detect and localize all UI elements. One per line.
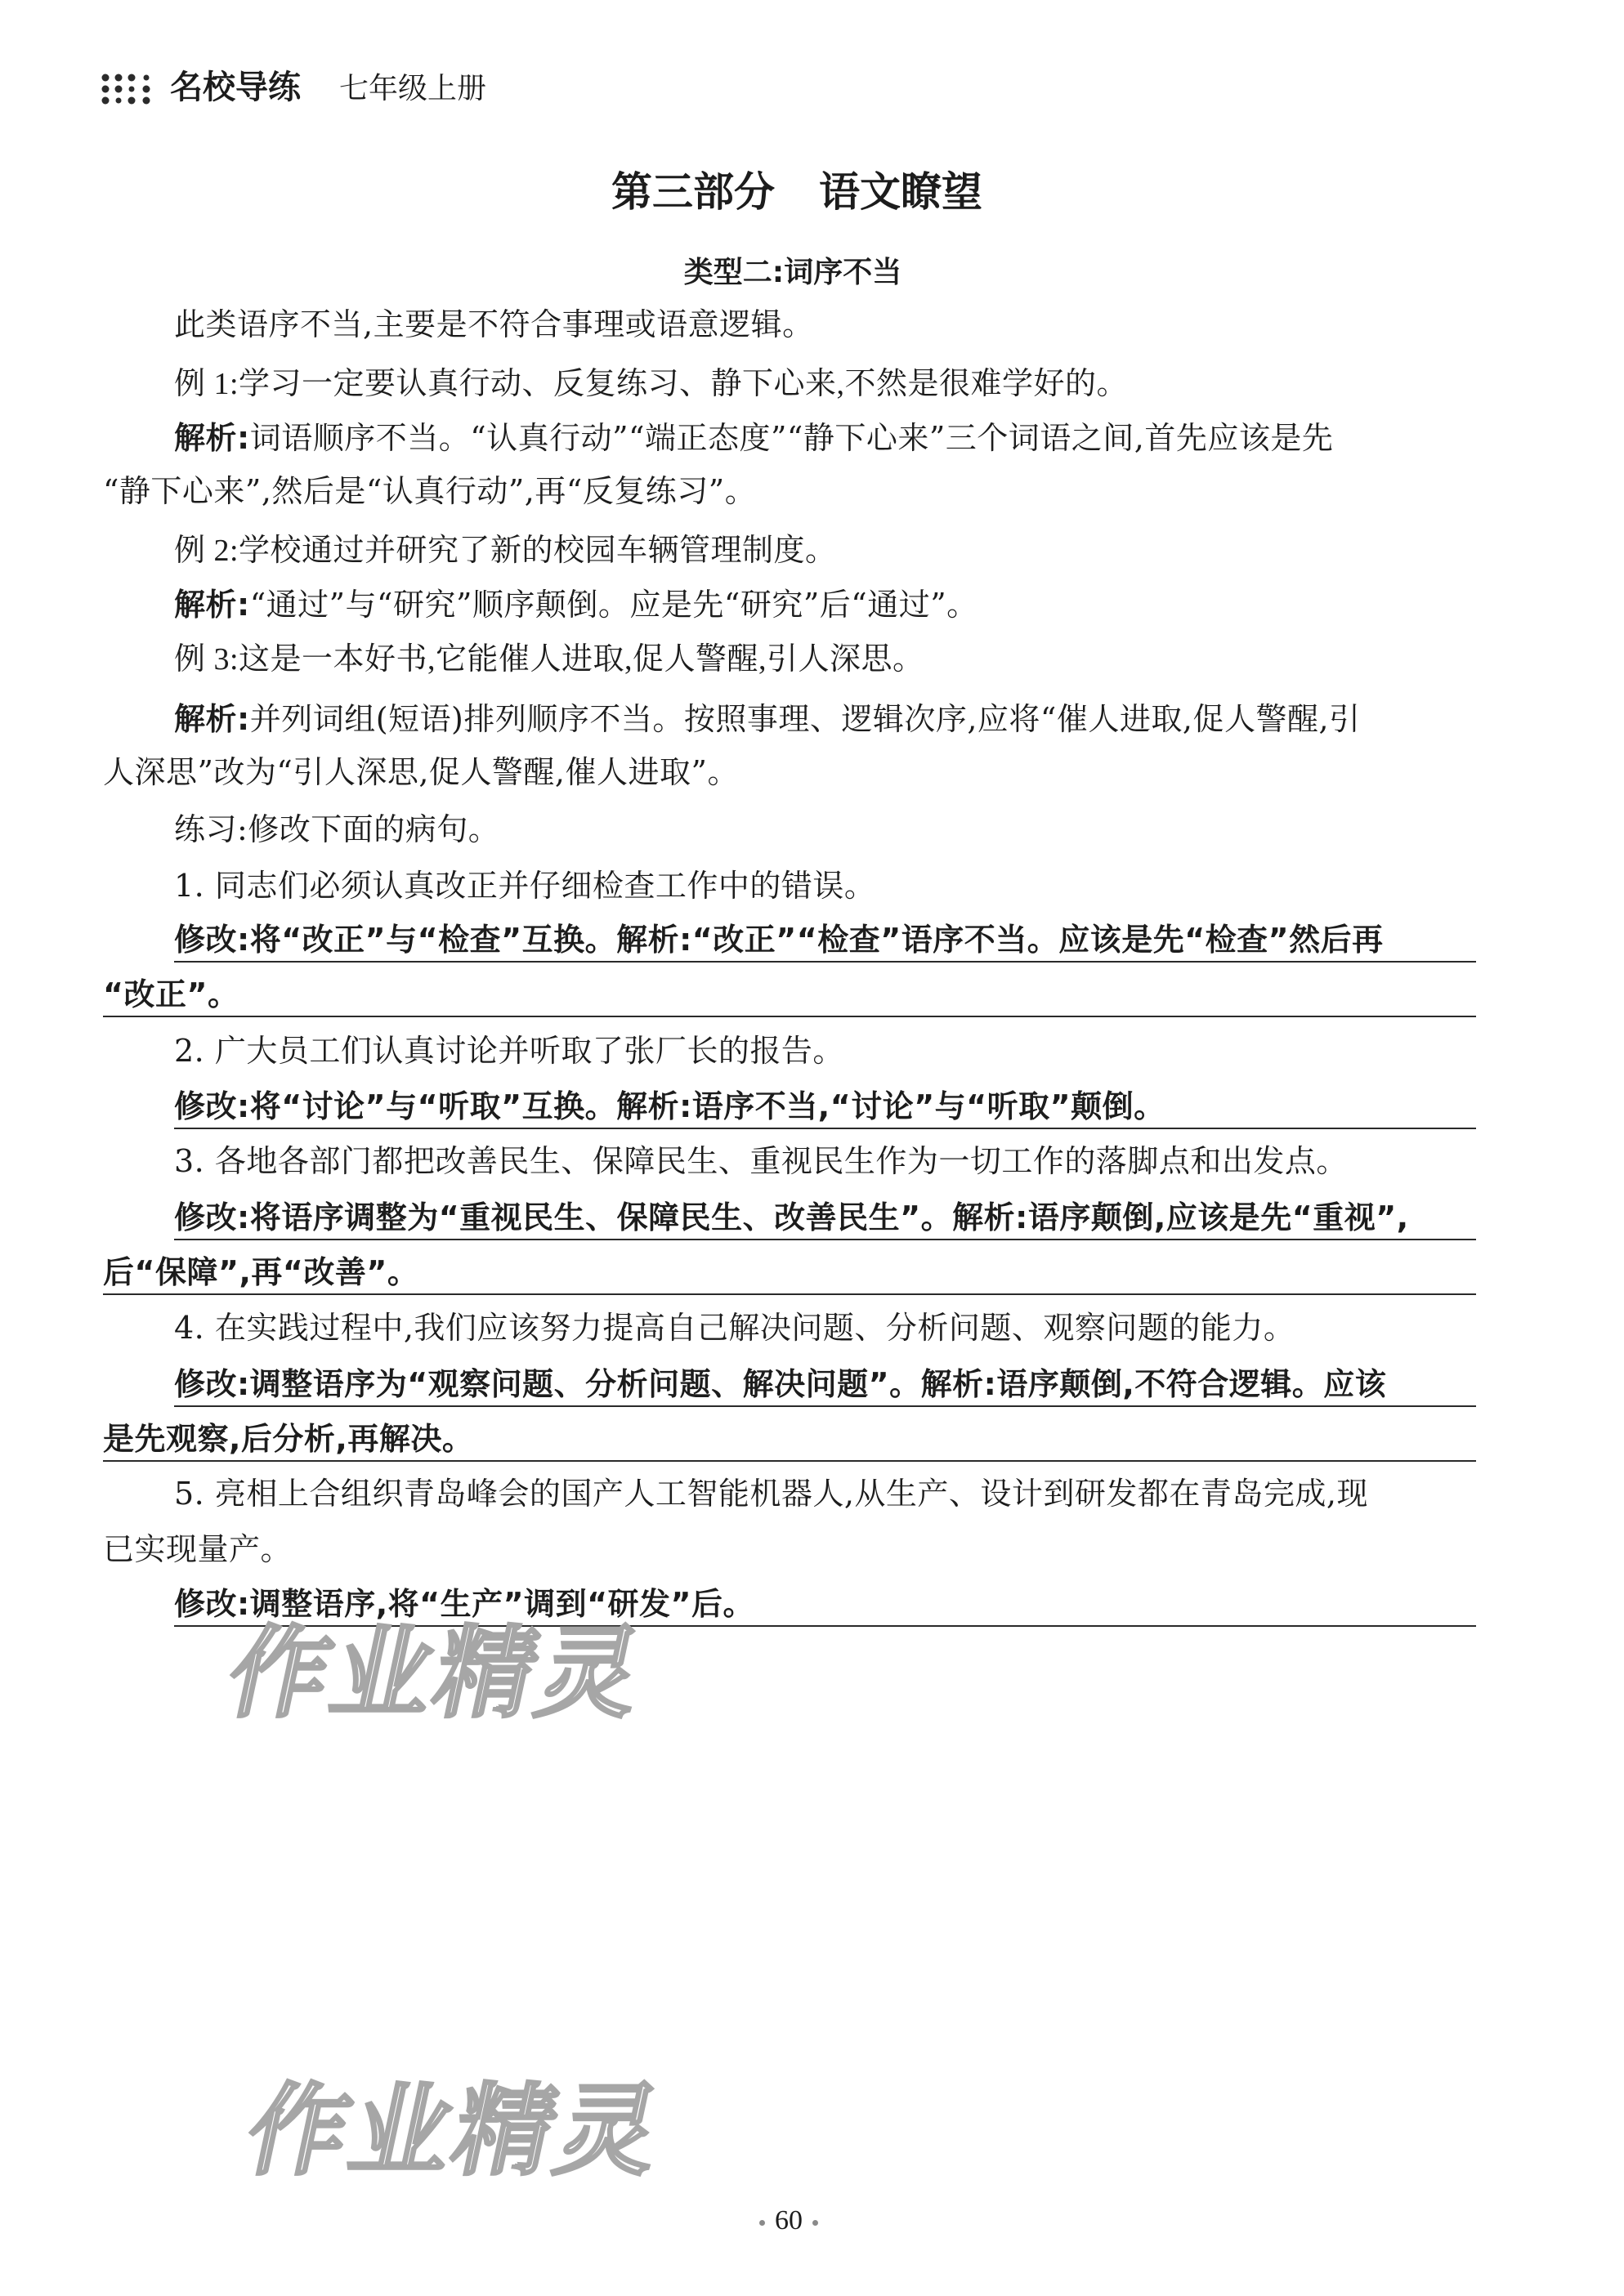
page-number-footer xyxy=(0,2200,1577,2242)
example-1: 例 1:学习一定要认真行动、反复练习、静下心来,不然是很难学好的。 xyxy=(174,367,1129,401)
exercise-2-question: 2. 广大员工们认真讨论并听取了张厂长的报告。 xyxy=(174,1033,844,1069)
analysis-label: 解析: xyxy=(174,420,250,456)
exercise-3-answer-line-1: 修改:将语序调整为“重视民生、保障民生、改善民生”。解析:语序颠倒,应该是先“重视”, xyxy=(174,1195,1476,1240)
book-brand: 名校导练 xyxy=(170,69,301,106)
analysis-text: 词语顺序不当。“认真行动”“端正态度”“静下心来”三个词语之间,首先应该是先 xyxy=(249,420,1334,456)
exercise-3-question: 3. 各地各部门都把改善民生、保障民生、重视民生作为一切工作的落脚点和出发点。 xyxy=(174,1143,1348,1179)
page-dot-right xyxy=(812,2220,818,2226)
exercise-5-question-line-1: 5. 亮相上合组织青岛峰会的国产人工智能机器人,从生产、设计到研发都在青岛完成,现 xyxy=(174,1476,1368,1512)
section-title xyxy=(0,163,1594,221)
section-title-name: 语文瞭望 xyxy=(819,168,982,216)
analysis-1-line-1 xyxy=(174,415,1333,461)
page-dot-left xyxy=(759,2220,765,2226)
analysis-2-line-1 xyxy=(174,582,978,628)
exercise-3-answer-line-2: 后“保障”,再“改善”。 xyxy=(103,1249,1476,1295)
example-2: 例 2:学校通过并研究了新的校园车辆管理制度。 xyxy=(174,534,837,568)
exercise-5-question-line-2: 已实现量产。 xyxy=(103,1531,293,1567)
book-grade: 七年级上册 xyxy=(339,72,487,105)
watermark-top: 作业精灵 xyxy=(217,1615,655,1731)
analysis-3-line-1 xyxy=(174,696,1361,742)
exercise-heading: 练习:修改下面的病句。 xyxy=(174,811,500,847)
dots-grid-icon xyxy=(101,72,154,106)
analysis-1-line-2: “静下心来”,然后是“认真行动”,再“反复练习”。 xyxy=(103,473,757,509)
exercise-4-answer-line-1: 修改:调整语序为“观察问题、分析问题、解决问题”。解析:语序颠倒,不符合逻辑。应该 xyxy=(174,1361,1476,1407)
section-subtitle: 类型二:词序不当 xyxy=(683,256,902,289)
analysis-3-line-2: 人深思”改为“引人深思,促人警醒,催人进取”。 xyxy=(103,754,739,790)
intro-text: 此类语序不当,主要是不符合事理或语意逻辑。 xyxy=(174,306,814,342)
analysis-label: 解析: xyxy=(174,587,250,623)
example-3: 例 3:这是一本好书,它能催人进取,促人警醒,引人深思。 xyxy=(174,642,924,677)
exercise-4-question: 4. 在实践过程中,我们应该努力提高自己解决问题、分析问题、观察问题的能力。 xyxy=(174,1310,1295,1346)
section-title-part: 第三部分 xyxy=(611,168,775,216)
analysis-label: 解析: xyxy=(174,701,250,737)
exercise-1-answer-line-2: “改正”。 xyxy=(103,972,1476,1017)
exercise-2-answer-line-1: 修改:将“讨论”与“听取”互换。解析:语序不当,“讨论”与“听取”颠倒。 xyxy=(174,1083,1476,1129)
analysis-text: “通过”与“研究”顺序颠倒。应是先“研究”后“通过”。 xyxy=(249,587,978,623)
exercise-1-question: 1. 同志们必须认真改正并仔细检查工作中的错误。 xyxy=(174,868,876,904)
exercise-4-answer-line-2: 是先观察,后分析,再解决。 xyxy=(103,1416,1476,1462)
analysis-text: 并列词组(短语)排列顺序不当。按照事理、逻辑次序,应将“催人进取,促人警醒,引 xyxy=(249,701,1361,737)
exercise-5-answer-line-1: 修改:调整语序,将“生产”调到“研发”后。 xyxy=(174,1581,1476,1627)
watermark-bottom: 作业精灵 xyxy=(236,2073,674,2189)
exercise-1-answer-line-1: 修改:将“改正”与“检查”互换。解析:“改正”“检查”语序不当。应该是先“检查”然后再 xyxy=(174,917,1476,963)
page-number: 60 xyxy=(775,2205,803,2236)
